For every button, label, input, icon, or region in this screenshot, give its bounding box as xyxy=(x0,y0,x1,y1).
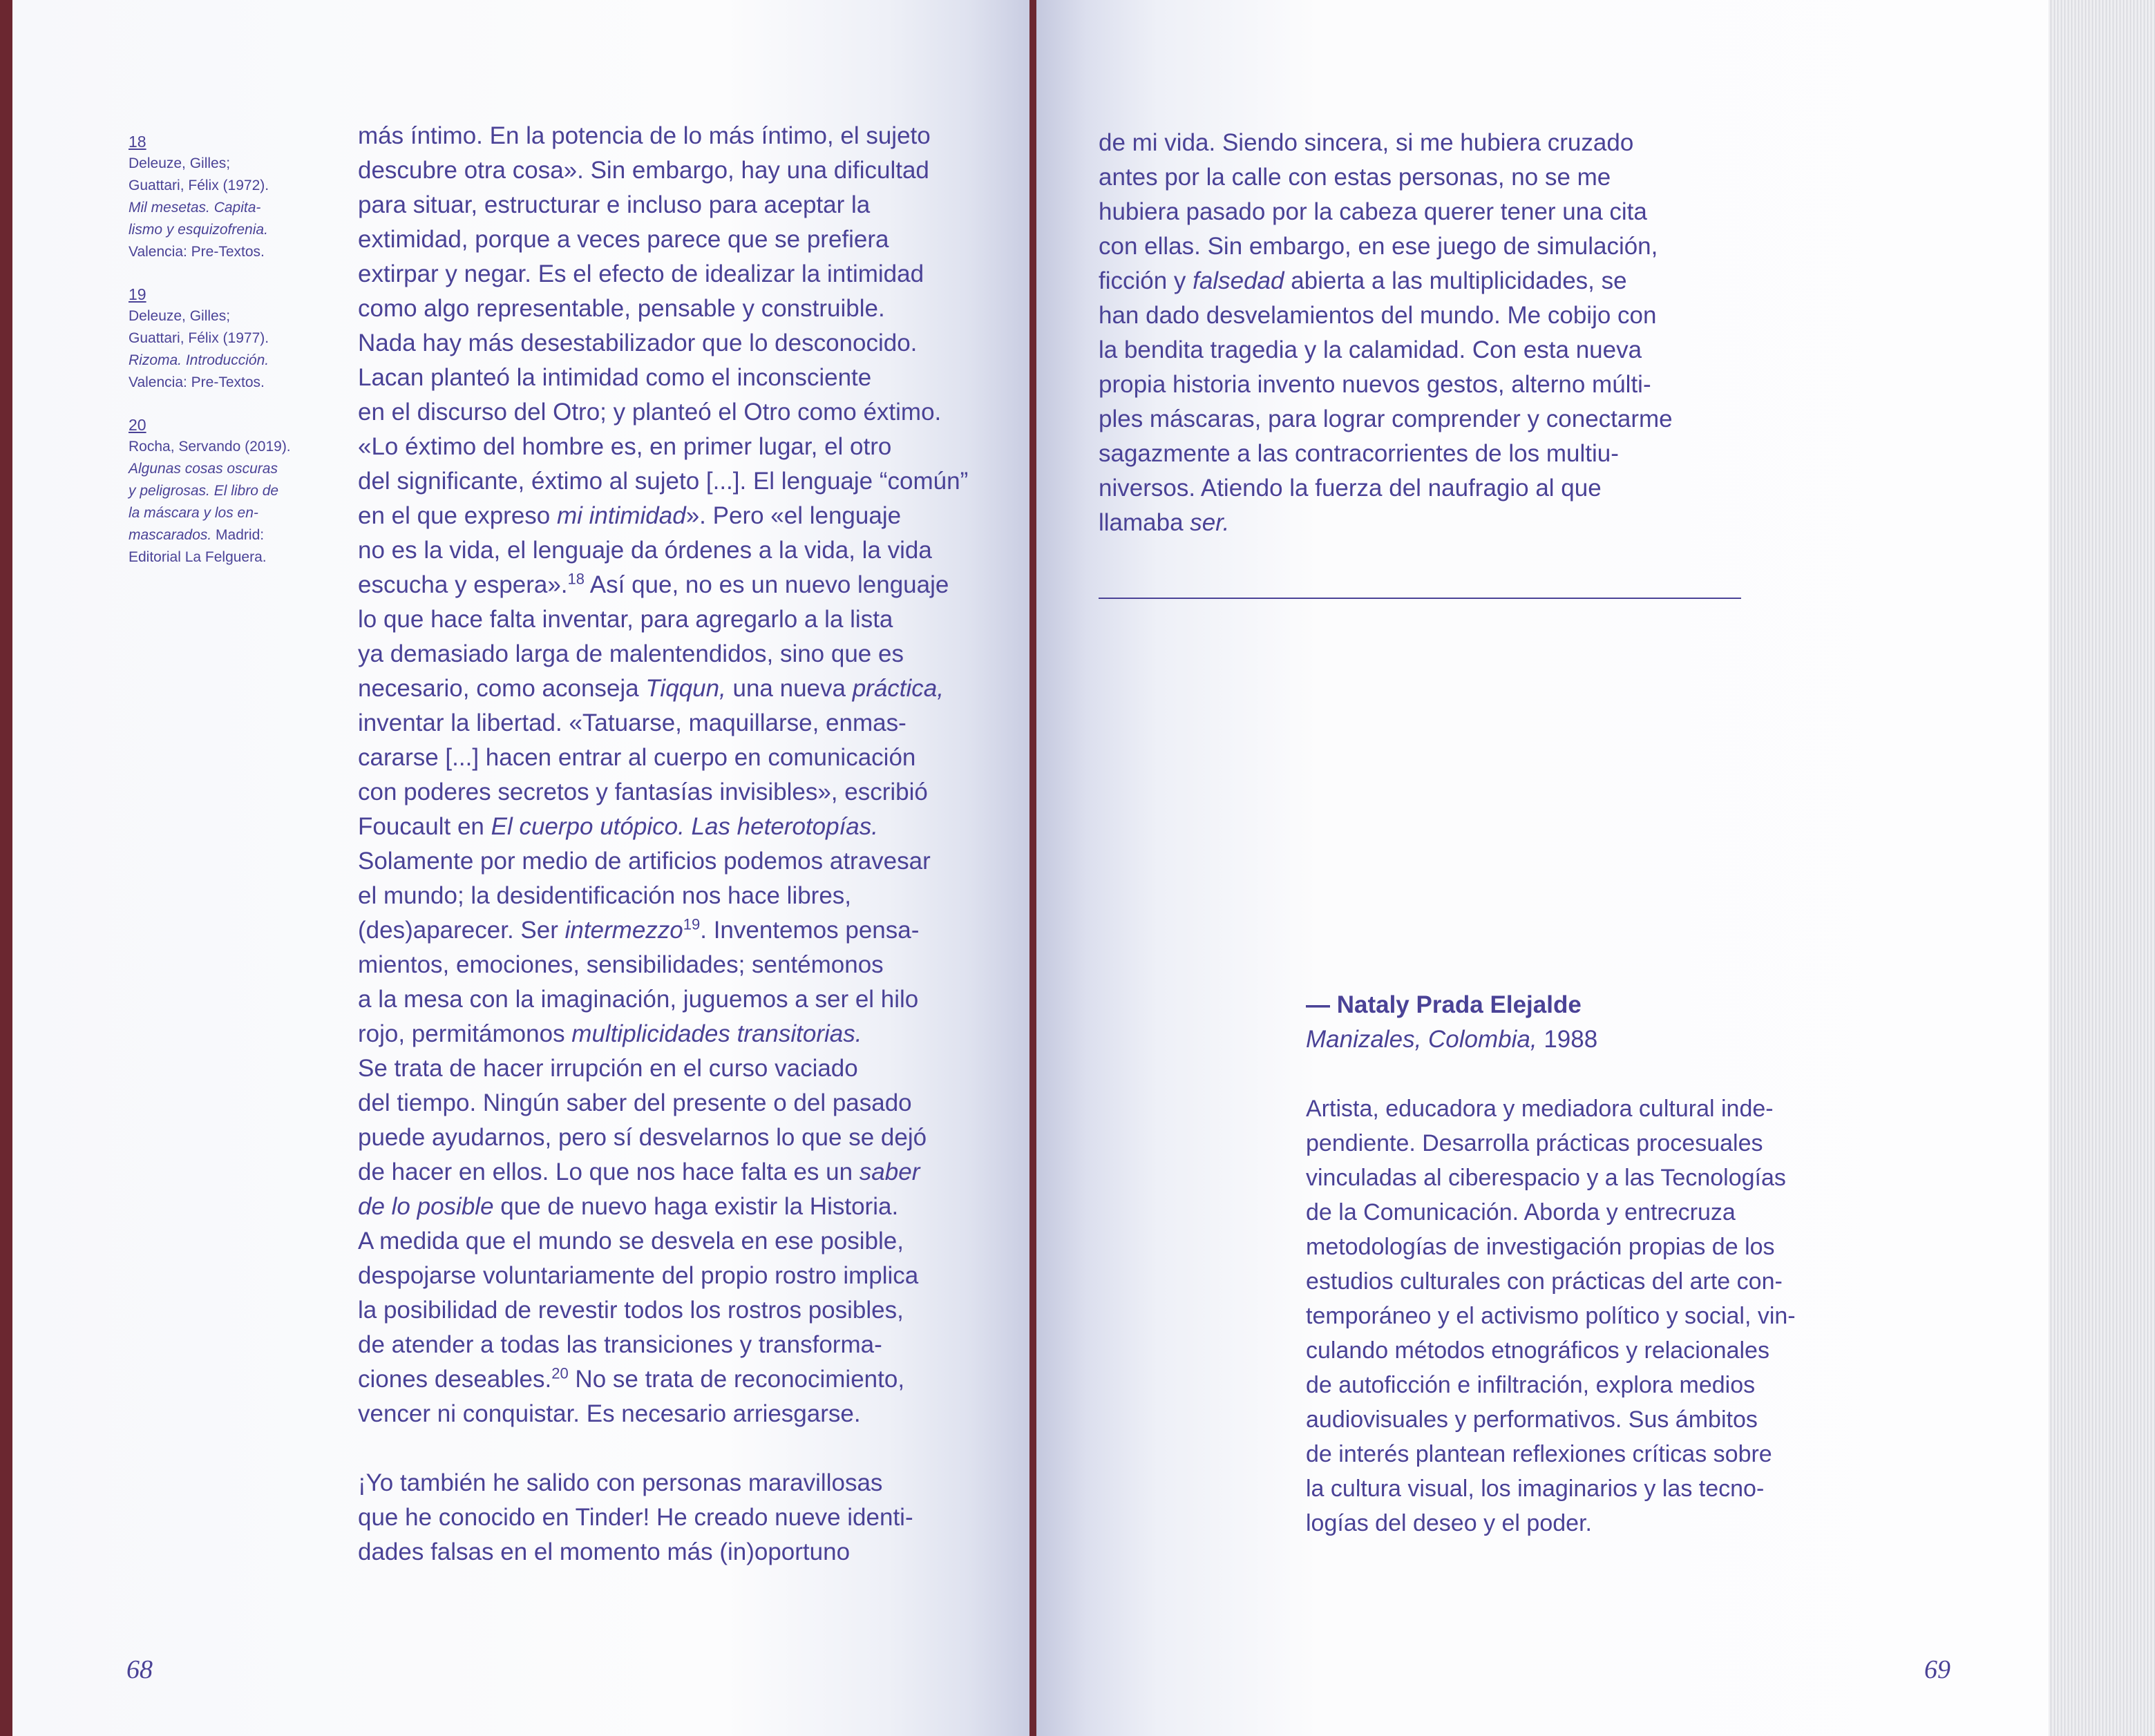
italic-run: intermezzo xyxy=(564,917,683,944)
footnote xyxy=(129,284,336,394)
italic-run: saber xyxy=(859,1158,920,1185)
footnote-number: 20 xyxy=(129,416,146,434)
text-run: en el que expreso xyxy=(358,502,557,529)
text-line: mientos, emociones, sensibilidades; sentémonos xyxy=(358,951,884,978)
footnote-line xyxy=(129,458,336,480)
continued-text-column xyxy=(1099,126,1748,540)
footnote-run: Guattari, Félix (1977). xyxy=(129,330,269,346)
footnote-line xyxy=(129,502,336,524)
bio-line: pendiente. Desarrolla prácticas procesuales xyxy=(1306,1130,1763,1156)
italic-run: práctica, xyxy=(852,675,944,702)
text-line xyxy=(358,913,1021,948)
italic-run: mi intimidad xyxy=(556,502,686,529)
text-line: cararse [...] hacen entrar al cuerpo en comunicación xyxy=(358,744,916,771)
bio-line: logías del deseo y el poder. xyxy=(1306,1510,1592,1536)
bio-line: temporáneo y el activismo político y social, vin- xyxy=(1306,1303,1796,1329)
page-number-left: 68 xyxy=(126,1655,153,1684)
bio-line: de interés plantean reflexiones críticas sobre xyxy=(1306,1441,1772,1467)
footnote-run: Guattari, Félix (1972). xyxy=(129,178,269,193)
page-number-right: 69 xyxy=(1924,1655,1950,1684)
text-line: extimidad, porque a veces parece que se prefiera xyxy=(358,226,889,253)
text-line: más íntimo. En la potencia de lo más íntimo, el sujeto xyxy=(358,122,931,149)
text-line: la posibilidad de revestir todos los rostros posibles, xyxy=(358,1297,904,1324)
text-line xyxy=(358,1362,1021,1397)
text-line: despojarse voluntariamente del propio rostro implica xyxy=(358,1262,919,1289)
footnote-run: Mil mesetas. Capita- xyxy=(129,200,261,216)
text-line: antes por la calle con estas personas, no se me xyxy=(1099,164,1611,191)
text-run: llamaba xyxy=(1099,509,1190,536)
text-run: ciones deseables. xyxy=(358,1366,552,1393)
footnote-run: mascarados. xyxy=(129,527,212,543)
italic-run: de lo posible xyxy=(358,1193,494,1220)
footnote-ref: 19 xyxy=(683,915,701,933)
paragraph-2 xyxy=(358,1466,1021,1570)
bio-line: audiovisuales y performativos. Sus ámbitos xyxy=(1306,1406,1758,1433)
footnote-run: y peligrosas. El libro de xyxy=(129,483,279,499)
footnote-run: Madrid: xyxy=(211,527,265,543)
text-run: escucha y espera». xyxy=(358,571,568,598)
text-line xyxy=(358,1190,1021,1224)
text-line xyxy=(358,1017,1021,1051)
text-line: Lacan planteó la intimidad como el inconsciente xyxy=(358,364,872,391)
footnote-run: Editorial La Felguera. xyxy=(129,549,267,565)
text-line: en el discurso del Otro; y planteó el Otro como éxtimo. xyxy=(358,399,942,426)
footnote-run: Rocha, Servando (2019). xyxy=(129,439,291,455)
text-line: de atender a todas las transiciones y transforma- xyxy=(358,1331,882,1358)
text-line: han dado desvelamientos del mundo. Me cobijo con xyxy=(1099,302,1657,329)
text-line: del tiempo. Ningún saber del presente o del pasado xyxy=(358,1089,912,1116)
text-line: Solamente por medio de artificios podemos atravesar xyxy=(358,848,931,875)
text-line: vencer ni conquistar. Es necesario arriesgarse. xyxy=(358,1400,861,1427)
footnote-line xyxy=(129,372,336,394)
text-run: abierta a las multiplicidades, se xyxy=(1284,267,1627,294)
paragraph-1 xyxy=(358,119,1021,1431)
footnote-line xyxy=(129,546,336,569)
italic-run: ser. xyxy=(1190,509,1230,536)
text-line: niversos. Atiendo la fuerza del naufragio al que xyxy=(1099,475,1602,502)
main-text-column xyxy=(358,119,1021,1570)
text-line: lo que hace falta inventar, para agregarlo a la lista xyxy=(358,606,893,633)
text-line: de mi vida. Siendo sincera, si me hubiera cruzado xyxy=(1099,129,1634,156)
text-run: que de nuevo haga existir la Historia. xyxy=(493,1193,899,1220)
footnote-run: Deleuze, Gilles; xyxy=(129,308,231,324)
text-run: No se trata de reconocimiento, xyxy=(568,1366,905,1393)
text-line: para situar, estructurar e incluso para aceptar la xyxy=(358,191,871,218)
text-line: con poderes secretos y fantasías invisibles», escribió xyxy=(358,779,928,805)
footnote-text xyxy=(129,153,336,263)
text-line: inventar la libertad. «Tatuarse, maquillarse, enmas- xyxy=(358,709,906,736)
footnote-ref: 20 xyxy=(551,1364,569,1382)
footnote-number: 19 xyxy=(129,285,146,303)
text-line: extirpar y negar. Es el efecto de idealizar la intimidad xyxy=(358,260,924,287)
text-run: (des)aparecer. Ser xyxy=(358,917,565,944)
text-run: una nueva xyxy=(725,675,853,702)
footnote-line xyxy=(129,350,336,372)
text-line: ¡Yo también he salido con personas maravillosas xyxy=(358,1469,883,1496)
bio-line: Artista, educadora y mediadora cultural inde- xyxy=(1306,1096,1774,1122)
footnote-run: Algunas cosas oscuras xyxy=(129,461,278,477)
text-line: sagazmente a las contracorrientes de los multiu- xyxy=(1099,440,1619,467)
footnote-line xyxy=(129,327,336,350)
text-line xyxy=(358,568,1021,602)
footnote-line xyxy=(129,219,336,241)
text-run: de hacer en ellos. Lo que nos hace falta es un xyxy=(358,1158,860,1185)
footnote-line xyxy=(129,524,336,546)
text-line xyxy=(1099,506,1748,540)
bio-line: estudios culturales con prácticas del arte con- xyxy=(1306,1268,1783,1295)
book-page-edges xyxy=(2049,0,2155,1736)
text-line: Se trata de hacer irrupción en el curso vaciado xyxy=(358,1055,858,1082)
bio-line: de la Comunicación. Aborda y entrecruza xyxy=(1306,1199,1736,1225)
text-line: A medida que el mundo se desvela en ese posible, xyxy=(358,1228,904,1255)
footnote xyxy=(129,131,336,263)
bio-line: de autoficción e infiltración, explora medios xyxy=(1306,1372,1756,1398)
text-line: a la mesa con la imaginación, juguemos a ser el hilo xyxy=(358,986,919,1013)
bio-line: la cultura visual, los imaginarios y las tecno- xyxy=(1306,1476,1765,1502)
left-page xyxy=(12,0,1029,1736)
right-page xyxy=(1036,0,2049,1736)
section-divider xyxy=(1099,598,1741,599)
footnote-run: Valencia: Pre-Textos. xyxy=(129,244,265,260)
footnote-text xyxy=(129,436,336,569)
footnote-line xyxy=(129,197,336,219)
italic-run: Tiqqun, xyxy=(645,675,726,702)
footnote-run: Deleuze, Gilles; xyxy=(129,155,231,171)
text-line: que he conocido en Tinder! He creado nueve identi- xyxy=(358,1504,913,1531)
footnote-run: lismo y esquizofrenia. xyxy=(129,222,268,238)
italic-run: falsedad xyxy=(1193,267,1284,294)
footnote-line xyxy=(129,480,336,502)
text-run: Foucault en xyxy=(358,813,491,840)
text-line: no es la vida, el lenguaje da órdenes a la vida, la vida xyxy=(358,537,932,564)
text-line: dades falsas en el momento más (in)oportuno xyxy=(358,1538,851,1565)
text-line xyxy=(358,810,1021,844)
text-line: hubiera pasado por la cabeza querer tener una cita xyxy=(1099,198,1647,225)
author-place: Manizales, Colombia, xyxy=(1306,1026,1537,1053)
italic-run: El cuerpo utópico. Las heterotopías. xyxy=(491,813,878,840)
footnote-line xyxy=(129,175,336,197)
text-line xyxy=(358,1155,1021,1190)
text-line xyxy=(358,499,1021,533)
author-year: 1988 xyxy=(1537,1026,1598,1053)
text-run: necesario, como aconseja xyxy=(358,675,646,702)
bio-line: culando métodos etnográficos y relacionales xyxy=(1306,1337,1769,1364)
text-line: puede ayudarnos, pero sí desvelarnos lo que se dejó xyxy=(358,1124,927,1151)
text-line xyxy=(1099,264,1748,298)
text-line: como algo representable, pensable y construible. xyxy=(358,295,885,322)
footnote xyxy=(129,414,336,569)
author-bio xyxy=(1306,1091,1997,1541)
text-line: ya demasiado larga de malentendidos, sino que es xyxy=(358,640,904,667)
footnote-line xyxy=(129,305,336,327)
text-line: propia historia invento nuevos gestos, alterno múlti- xyxy=(1099,371,1651,398)
text-line: «Lo éxtimo del hombre es, en primer lugar, el otro xyxy=(358,433,892,460)
italic-run: multiplicidades transitorias. xyxy=(571,1020,862,1047)
text-line xyxy=(358,671,1021,706)
text-run: Así que, no es un nuevo lenguaje xyxy=(585,571,949,598)
footnotes-column xyxy=(129,131,336,589)
footnote-ref: 18 xyxy=(567,570,585,588)
bio-line: vinculadas al ciberespacio y a las Tecnologías xyxy=(1306,1165,1786,1191)
footnote-line xyxy=(129,436,336,458)
author-name: — Nataly Prada Elejalde xyxy=(1306,991,1582,1018)
footnote-run: Rizoma. Introducción. xyxy=(129,352,269,368)
text-line: descubre otra cosa». Sin embargo, hay una dificultad xyxy=(358,157,929,184)
footnote-line xyxy=(129,241,336,263)
bio-line: metodologías de investigación propias de los xyxy=(1306,1234,1775,1260)
text-line: ples máscaras, para lograr comprender y conectarme xyxy=(1099,406,1673,432)
text-line: Nada hay más desestabilizador que lo desconocido. xyxy=(358,330,918,356)
text-run: ficción y xyxy=(1099,267,1193,294)
footnote-run: Valencia: Pre-Textos. xyxy=(129,374,265,390)
text-run: rojo, permitámonos xyxy=(358,1020,572,1047)
footnote-text xyxy=(129,305,336,394)
footnote-line xyxy=(129,153,336,175)
text-run: ». Pero «el lenguaje xyxy=(685,502,902,529)
text-run: . Inventemos pensa- xyxy=(700,917,920,944)
text-line: el mundo; la desidentificación nos hace libres, xyxy=(358,882,852,909)
footnote-run: la máscara y los en- xyxy=(129,505,258,521)
footnote-number: 18 xyxy=(129,133,146,151)
text-line: del significante, éxtimo al sujeto [...]. El lenguaje “común” xyxy=(358,468,969,495)
text-line: con ellas. Sin embargo, en ese juego de simulación, xyxy=(1099,233,1658,260)
text-line: la bendita tragedia y la calamidad. Con esta nueva xyxy=(1099,336,1642,363)
author-origin xyxy=(1306,1022,1597,1057)
